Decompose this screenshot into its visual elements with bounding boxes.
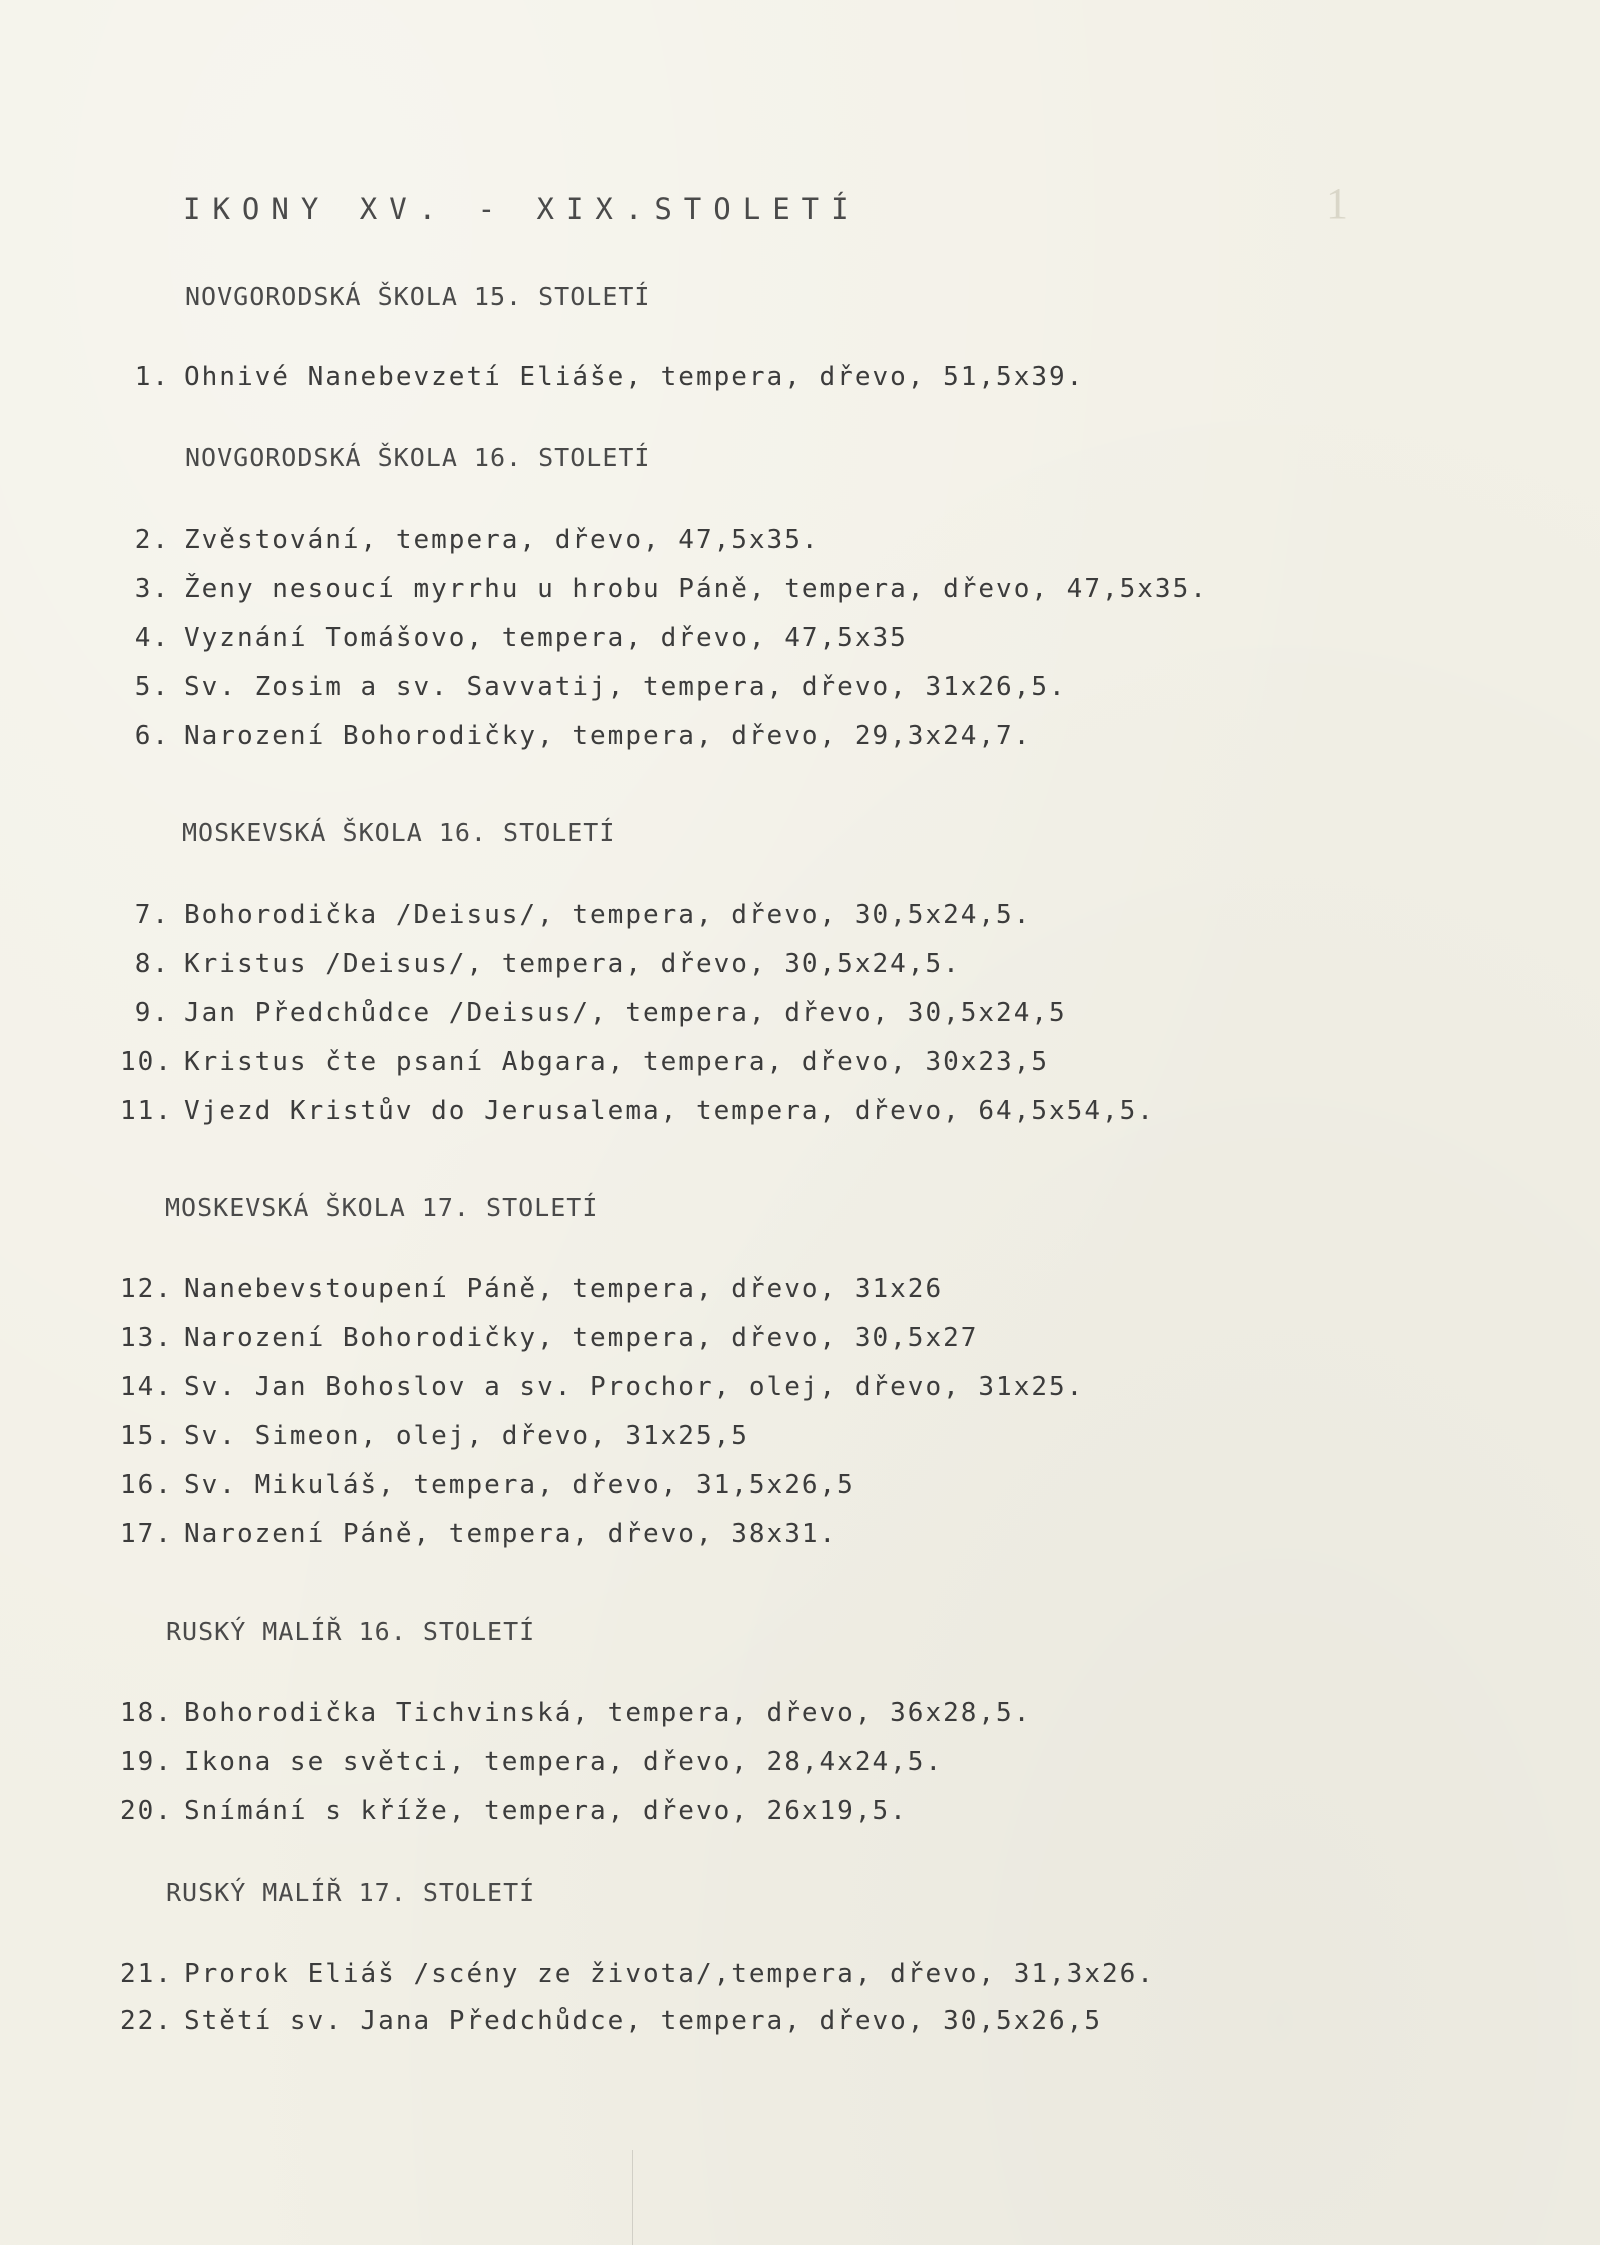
list-item <box>120 1698 1031 1728</box>
list-item <box>120 1047 1049 1077</box>
list-item <box>120 623 908 653</box>
list-item <box>120 1519 837 1549</box>
list-item <box>120 1747 943 1777</box>
item-text: Vjezd Kristův do Jerusalema, tempera, dřevo, 64,5x54,5. <box>184 1096 1155 1126</box>
list-item <box>120 1372 1084 1402</box>
item-text: Narození Bohorodičky, tempera, dřevo, 30,5x27 <box>184 1323 979 1353</box>
item-number: 4. <box>134 623 170 653</box>
list-item <box>120 574 1208 604</box>
item-text: Jan Předchůdce /Deisus/, tempera, dřevo, 30,5x24,5 <box>184 998 1067 1028</box>
item-number: 9. <box>134 998 170 1028</box>
list-item <box>120 362 1084 392</box>
section-heading: RUSKÝ MALÍŘ 17. STOLETÍ <box>166 1878 536 1907</box>
item-number: 22. <box>120 2006 173 2036</box>
list-item <box>120 1421 749 1451</box>
item-text: Bohorodička Tichvinská, tempera, dřevo, 36x28,5. <box>184 1698 1032 1728</box>
item-text: Stětí sv. Jana Předchůdce, tempera, dřevo, 30,5x26,5 <box>184 2006 1102 2036</box>
list-item <box>120 1274 943 1304</box>
paper-fold-mark <box>632 2150 633 2245</box>
item-text: Ženy nesoucí myrrhu u hrobu Páně, tempera, dřevo, 47,5x35. <box>184 574 1208 604</box>
section-heading: NOVGORODSKÁ ŠKOLA 15. STOLETÍ <box>185 282 651 311</box>
list-item <box>120 1959 1155 1989</box>
page-number-mark: 1 <box>1326 179 1348 228</box>
item-number: 15. <box>120 1421 173 1451</box>
item-number: 10. <box>120 1047 173 1077</box>
item-text: Zvěstování, tempera, dřevo, 47,5x35. <box>184 525 820 555</box>
item-number: 1. <box>134 362 170 392</box>
item-text: Ikona se světci, tempera, dřevo, 28,4x24,5. <box>184 1747 944 1777</box>
list-item <box>120 1470 855 1500</box>
item-text: Snímání s kříže, tempera, dřevo, 26x19,5. <box>184 1796 908 1826</box>
item-number: 13. <box>120 1323 173 1353</box>
item-text: Ohnivé Nanebevzetí Eliáše, tempera, dřevo, 51,5x39. <box>184 362 1085 392</box>
item-text: Nanebevstoupení Páně, tempera, dřevo, 31x26 <box>184 1274 944 1304</box>
item-number: 12. <box>120 1274 173 1304</box>
item-number: 19. <box>120 1747 173 1777</box>
list-item <box>120 2006 1102 2036</box>
list-item <box>120 1323 978 1353</box>
list-item <box>120 721 1031 751</box>
item-text: Bohorodička /Deisus/, tempera, dřevo, 30,5x24,5. <box>184 900 1032 930</box>
item-number: 3. <box>134 574 170 604</box>
item-text: Narození Páně, tempera, dřevo, 38x31. <box>184 1519 838 1549</box>
item-text: Vyznání Tomášovo, tempera, dřevo, 47,5x35 <box>184 623 908 653</box>
section-heading: MOSKEVSKÁ ŠKOLA 17. STOLETÍ <box>165 1193 599 1222</box>
item-number: 11. <box>120 1096 173 1126</box>
section-heading: NOVGORODSKÁ ŠKOLA 16. STOLETÍ <box>185 443 651 472</box>
item-number: 18. <box>120 1698 173 1728</box>
item-number: 17. <box>120 1519 173 1549</box>
item-text: Kristus /Deisus/, tempera, dřevo, 30,5x24,5. <box>184 949 961 979</box>
item-number: 5. <box>134 672 170 702</box>
list-item <box>120 672 1067 702</box>
item-text: Sv. Simeon, olej, dřevo, 31x25,5 <box>184 1421 749 1451</box>
item-text: Kristus čte psaní Abgara, tempera, dřevo, 30x23,5 <box>184 1047 1050 1077</box>
item-text: Sv. Zosim a sv. Savvatij, tempera, dřevo, 31x26,5. <box>184 672 1067 702</box>
item-text: Sv. Jan Bohoslov a sv. Prochor, olej, dřevo, 31x25. <box>184 1372 1085 1402</box>
item-number: 20. <box>120 1796 173 1826</box>
section-heading: RUSKÝ MALÍŘ 16. STOLETÍ <box>166 1617 536 1646</box>
item-number: 21. <box>120 1959 173 1989</box>
list-item <box>120 525 820 555</box>
item-text: Sv. Mikuláš, tempera, dřevo, 31,5x26,5 <box>184 1470 855 1500</box>
item-number: 14. <box>120 1372 173 1402</box>
list-item <box>120 1096 1155 1126</box>
item-number: 16. <box>120 1470 173 1500</box>
list-item <box>120 900 1031 930</box>
document-title: IKONY XV. - XIX.STOLETÍ <box>183 192 861 226</box>
item-text: Prorok Eliáš /scény ze života/,tempera, dřevo, 31,3x26. <box>184 1959 1155 1989</box>
item-number: 2. <box>134 525 170 555</box>
item-number: 8. <box>134 949 170 979</box>
list-item <box>120 949 961 979</box>
item-text: Narození Bohorodičky, tempera, dřevo, 29,3x24,7. <box>184 721 1032 751</box>
section-heading: MOSKEVSKÁ ŠKOLA 16. STOLETÍ <box>182 818 616 847</box>
list-item <box>120 1796 908 1826</box>
list-item <box>120 998 1067 1028</box>
item-number: 7. <box>134 900 170 930</box>
item-number: 6. <box>134 721 170 751</box>
